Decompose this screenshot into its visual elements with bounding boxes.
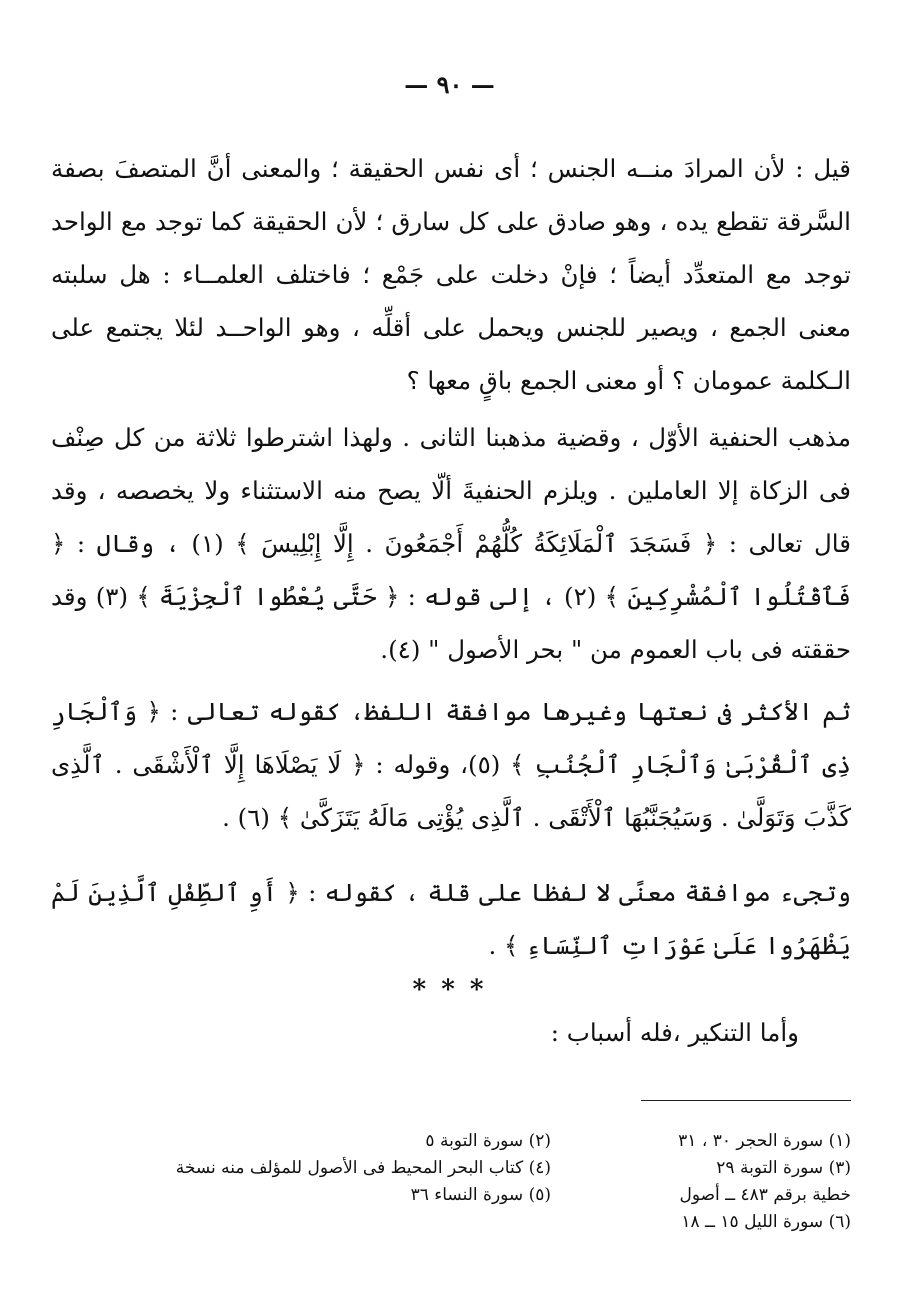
page-number: — ٩٠ — [404, 70, 495, 99]
closing-line: وأما التنكير ،فله أسباب : [550, 1018, 799, 1047]
footnotes-left-column [51, 1128, 551, 1209]
footnote-divider [641, 1100, 851, 1101]
footnote-4: (٤) كتاب البحر المحيط فى الأصول للمؤلف منه نسخة [175, 1158, 551, 1178]
footnote-3: (٣) سورة التوبة ٢٩ [716, 1158, 851, 1178]
paragraph-2: مذهب الحنفية الأوّل ، وقضية مذهبنا الثانى . ولهذا اشترطوا ثلاثة من كل صِنْف فى الزكاة إلا العاملين . ويلزم الحنفيةَ ألّا يصح منه الاستثناء ولا يخصصه ، وقد قال تعالى : ﴿ فَسَجَدَ ٱلْمَلَائِكَةُ كُلُّهُمْ أَجْمَعُونَ . إِلَّا إِبْلِيسَ ﴾ (١) ، وقال : ﴿ فَٱقْتُلُوا ٱلْمُشْرِكِينَ ﴾ (٢) ، إلى قوله : ﴿ حَتَّى يُعْطُوا ٱلْجِزْيَةَ ﴾ (٣) وقد حققته فى باب العموم من " بحر الأصول " (٤). [51, 423, 852, 664]
paragraph-3: ثم الأكثر فى نعتها وغيرها موافقة اللفظ، كقوله تعالى : ﴿ وَٱلْجَارِ ذِى ٱلْقُرْبَىٰ وَٱلْجَارِ ٱلْجُنُبِ ﴾ (٥)، وقوله : ﴿ لَا يَصْلَاهَا إِلَّا ٱلْأَشْقَى . ٱلَّذِى كَذَّبَ وَتَوَلَّىٰ . وَسَيُجَنَّبُهَا ٱلْأَتْقَى . ٱلَّذِى يُؤْتِى مَالَهُ يَتَزَكَّىٰ ﴾ (٦) . [51, 697, 851, 832]
footnote-2: (٢) سورة التوبة ٥ [425, 1131, 551, 1151]
paragraph-1: قيل : لأن المرادَ منــه الجنس ؛ أى نفس الحقيقة ؛ والمعنى أنَّ المتصفَ بصفة السَّرقة تقطع يده ، وهو صادق على كل سارق ؛ لأن الحقيقة كما توجد مع الواحد توجد مع المتعدِّد أيضاً ؛ فإنْ دخلت على جَمْع ؛ فاختلف العلمــاء : هل سلبته معنى الجمع ، ويصير للجنس ويحمل على أقلِّه ، وهو الواحــد لئلا يجتمع على الـكلمة عمومان ؟ أو معنى الجمع باقٍ معها ؟ [51, 154, 851, 395]
section-separator: * * * [412, 975, 487, 1005]
footnote-6: (٦) سورة الليل ١٥ ــ ١٨ [681, 1212, 851, 1232]
footnote-1: (١) سورة الحجر ٣٠ ، ٣١ [678, 1131, 851, 1151]
paragraph-4: وتجىء موافقة معنًى لا لفظا على قلة ، كقوله : ﴿ أَوِ ٱلطِّفْلِ ٱلَّذِينَ لَمْ يَظْهَرُوا عَلَىٰ عَوْرَاتِ ٱلنِّسَاءِ ﴾ . [51, 878, 851, 960]
footnote-4-continuation: خطية برقم ٤٨٣ ــ أصول [679, 1185, 851, 1205]
footnote-5: (٥) سورة النساء ٣٦ [410, 1185, 551, 1205]
footnotes-right-column [611, 1128, 851, 1182]
